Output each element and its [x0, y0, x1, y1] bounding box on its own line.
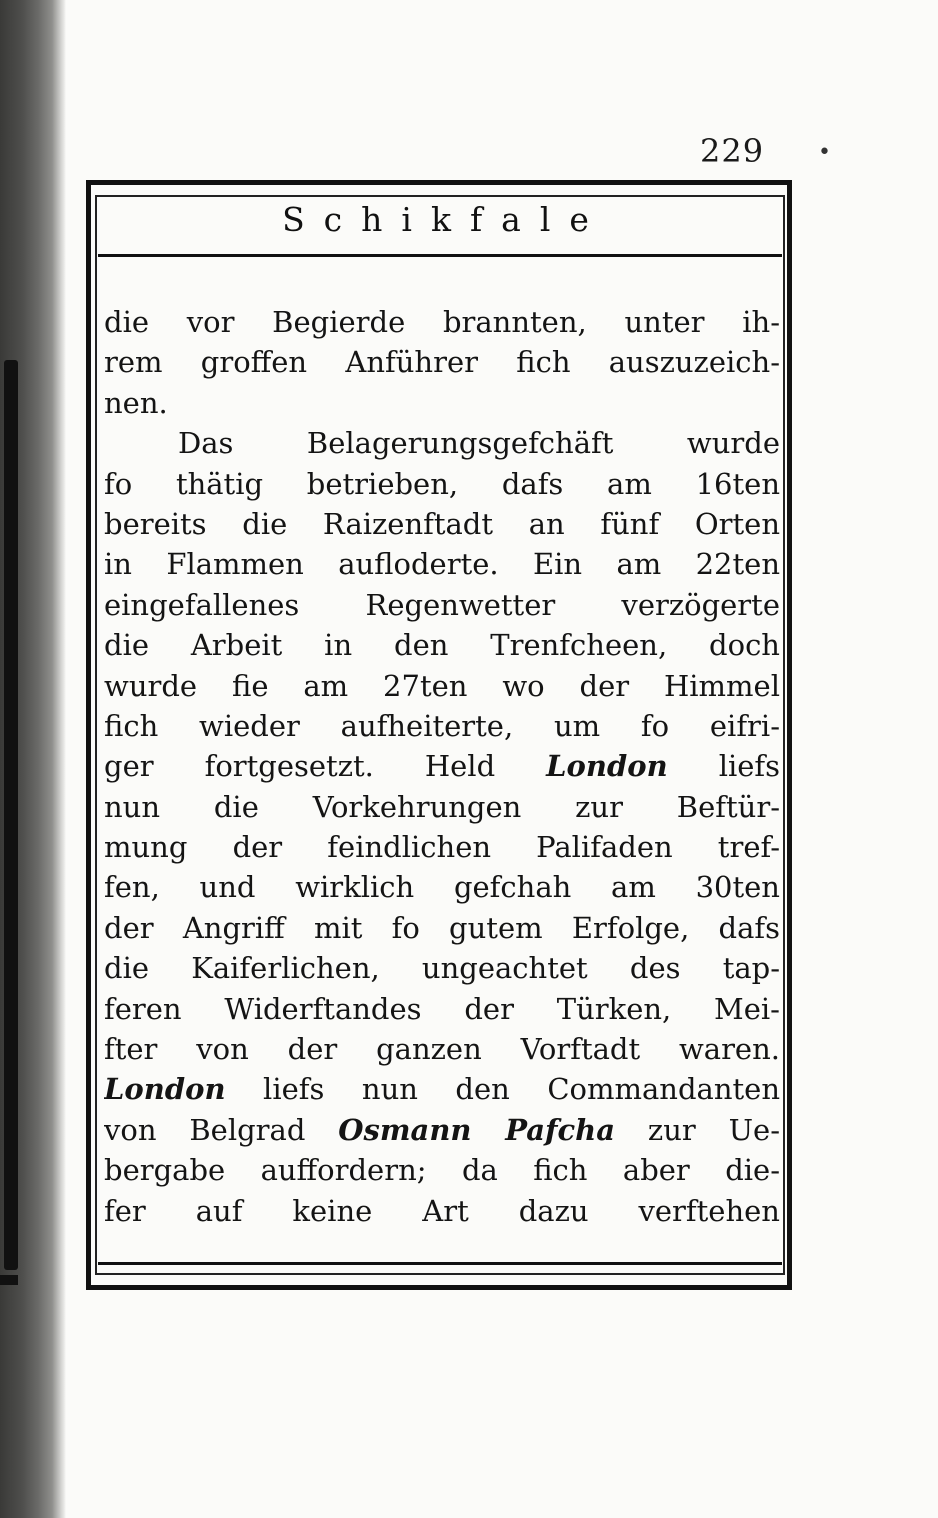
- text-segment: von Belgrad: [104, 1112, 306, 1147]
- text-segment: zur Ue-: [647, 1112, 780, 1147]
- person-name-italic: London: [546, 749, 668, 784]
- text-line: fter von der ganzen Vorftadt waren.: [104, 1032, 780, 1067]
- bottom-rule: [98, 1262, 782, 1265]
- text-line: wurde fie am 27ten wo der Himmel: [104, 668, 780, 703]
- page-number: 229: [700, 132, 765, 170]
- book-gutter: [0, 0, 66, 1518]
- text-segment: liefs: [718, 749, 780, 784]
- text-line: eingefallenes Regenwetter verzögerte: [104, 587, 780, 622]
- text-line: die vor Begierde brannten, unter ih-: [104, 305, 780, 339]
- running-title: Schikfale: [282, 200, 608, 239]
- text-line: in Flammen aufloderte. Ein am 22ten: [104, 547, 780, 582]
- text-line: bergabe auffordern; da fich aber die-: [104, 1153, 780, 1188]
- text-line: fo thätig betrieben, dafs am 16ten: [104, 466, 780, 501]
- previous-page-frame-edge: [4, 360, 18, 1270]
- text-line-with-name: [104, 746, 780, 786]
- previous-page-frame-corner: [0, 1275, 18, 1285]
- text-line: Das Belagerungsgefchäft wurde: [178, 426, 780, 461]
- person-name-italic: Osmann Pafcha: [338, 1112, 616, 1147]
- text-line: der Angriff mit fo gutem Erfolge, dafs: [104, 910, 780, 945]
- body-text: [104, 302, 780, 1231]
- title-rule: [98, 254, 782, 257]
- text-line: nen.: [104, 385, 168, 420]
- text-line: bereits die Raizenftadt an fünf Orten: [104, 506, 780, 541]
- text-line: fich wieder aufheiterte, um fo eifri-: [104, 708, 780, 743]
- text-line: die Kaiferlichen, ungeachtet des tap-: [104, 951, 780, 986]
- corner-mark: •: [818, 140, 831, 165]
- text-line: fer auf keine Art dazu verftehen: [104, 1193, 780, 1228]
- text-line-with-name: [104, 1110, 780, 1150]
- text-line: nun die Vorkehrungen zur Beftür-: [104, 789, 780, 824]
- text-line: feren Widerftandes der Türken, Mei-: [104, 991, 780, 1026]
- text-line: rem groffen Anführer fich auszuzeich-: [104, 345, 780, 380]
- text-line: die Arbeit in den Trenfcheen, doch: [104, 628, 780, 663]
- text-segment: ger fortgesetzt. Held: [104, 749, 496, 784]
- person-name-italic: London: [104, 1072, 226, 1107]
- text-line-with-name: [104, 1069, 780, 1109]
- text-line: fen, und wirklich gefchah am 30ten: [104, 870, 780, 905]
- text-segment: liefs nun den Commandanten: [263, 1072, 780, 1107]
- text-line: mung der feindlichen Palifaden tref-: [104, 830, 780, 865]
